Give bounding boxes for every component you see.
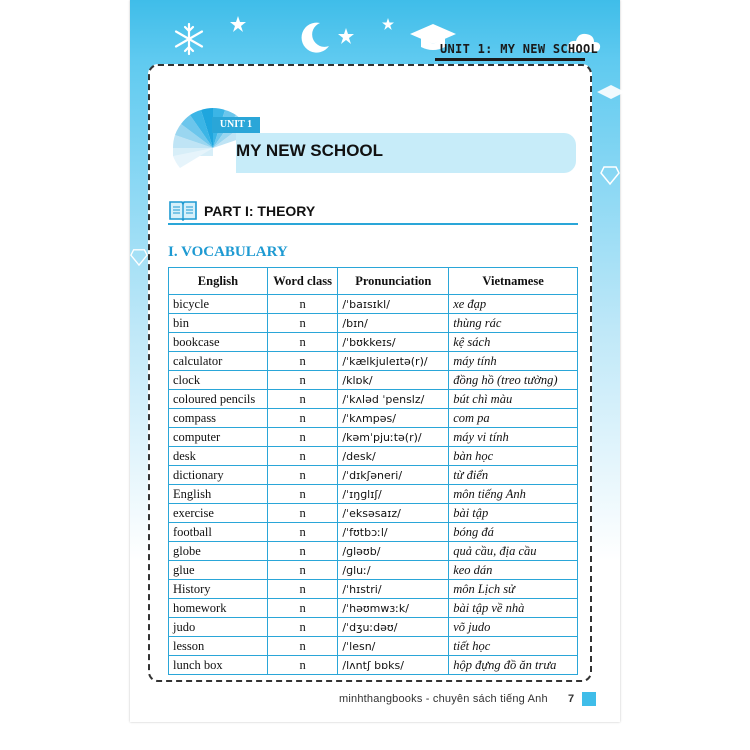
cell-word-class: n — [267, 409, 338, 428]
header-underline — [435, 58, 585, 61]
part-divider — [168, 223, 578, 225]
cell-vietnamese: máy tính — [449, 352, 578, 371]
cell-pronunciation: /ˈeksəsaɪz/ — [338, 504, 449, 523]
cell-vietnamese: com pa — [449, 409, 578, 428]
table-row — [169, 428, 578, 447]
cell-word-class: n — [267, 352, 338, 371]
cell-english: bookcase — [169, 333, 268, 352]
diamond-icon — [130, 248, 148, 266]
cell-word-class: n — [267, 580, 338, 599]
graduation-cap-icon — [596, 84, 626, 106]
table-row — [169, 295, 578, 314]
cell-vietnamese: kệ sách — [449, 333, 578, 352]
cell-pronunciation: /ˈdʒuːdəʊ/ — [338, 618, 449, 637]
cell-pronunciation: /kəmˈpjuːtə(r)/ — [338, 428, 449, 447]
table-row — [169, 390, 578, 409]
section-title: I. VOCABULARY — [168, 244, 288, 260]
moon-icon — [298, 20, 332, 54]
table-row — [169, 637, 578, 656]
cell-word-class: n — [267, 542, 338, 561]
table-row — [169, 371, 578, 390]
cell-word-class: n — [267, 561, 338, 580]
cell-english: bicycle — [169, 295, 268, 314]
table-body — [169, 295, 578, 675]
cell-word-class: n — [267, 656, 338, 675]
column-header-pronunciation: Pronunciation — [338, 268, 449, 295]
cell-word-class: n — [267, 314, 338, 333]
cell-english: compass — [169, 409, 268, 428]
column-header-vietnamese: Vietnamese — [449, 268, 578, 295]
cell-vietnamese: võ judo — [449, 618, 578, 637]
cell-vietnamese: đồng hồ (treo tường) — [449, 371, 578, 390]
cell-word-class: n — [267, 618, 338, 637]
cell-word-class: n — [267, 523, 338, 542]
table-row — [169, 447, 578, 466]
table-row — [169, 314, 578, 333]
diamond-icon — [600, 165, 620, 185]
cell-word-class: n — [267, 371, 338, 390]
table-row — [169, 542, 578, 561]
cell-english: coloured pencils — [169, 390, 268, 409]
page-number-marker — [582, 692, 596, 706]
cell-english: exercise — [169, 504, 268, 523]
table-row — [169, 656, 578, 675]
snowflake-icon — [172, 22, 206, 56]
cell-vietnamese: quả cầu, địa cầu — [449, 542, 578, 561]
table-row — [169, 523, 578, 542]
vocabulary-table — [168, 267, 578, 675]
cell-vietnamese: bút chì màu — [449, 390, 578, 409]
cell-english: bin — [169, 314, 268, 333]
cell-word-class: n — [267, 637, 338, 656]
cell-english: History — [169, 580, 268, 599]
cell-word-class: n — [267, 447, 338, 466]
cell-word-class: n — [267, 466, 338, 485]
cell-pronunciation: /ˈkʌmpəs/ — [338, 409, 449, 428]
cell-english: dictionary — [169, 466, 268, 485]
cell-pronunciation: /ˈdɪkʃəneri/ — [338, 466, 449, 485]
column-header-word-class: Word class — [267, 268, 338, 295]
cell-english: desk — [169, 447, 268, 466]
cell-pronunciation: /klɒk/ — [338, 371, 449, 390]
cell-english: judo — [169, 618, 268, 637]
table-row — [169, 504, 578, 523]
cell-pronunciation: /ˈbʊkkeɪs/ — [338, 333, 449, 352]
unit-tag: UNIT 1 — [212, 117, 260, 133]
cell-english: globe — [169, 542, 268, 561]
cell-word-class: n — [267, 333, 338, 352]
cell-pronunciation: /ɡləʊb/ — [338, 542, 449, 561]
cell-vietnamese: bóng đá — [449, 523, 578, 542]
cell-word-class: n — [267, 599, 338, 618]
table-row — [169, 618, 578, 637]
header-title: UNIT 1: MY NEW SCHOOL — [440, 42, 599, 56]
cell-vietnamese: môn tiếng Anh — [449, 485, 578, 504]
cell-pronunciation: /bɪn/ — [338, 314, 449, 333]
table-row — [169, 599, 578, 618]
cell-pronunciation: /ˈfʊtbɔːl/ — [338, 523, 449, 542]
star-icon — [338, 28, 354, 44]
cell-vietnamese: từ điển — [449, 466, 578, 485]
cell-pronunciation: /ˈhɪstri/ — [338, 580, 449, 599]
cell-pronunciation: /ˈlesn/ — [338, 637, 449, 656]
cell-english: calculator — [169, 352, 268, 371]
star-icon — [382, 18, 394, 30]
column-header-english: English — [169, 268, 268, 295]
table-row — [169, 352, 578, 371]
unit-title: MY NEW SCHOOL — [236, 141, 384, 160]
cell-vietnamese: tiết học — [449, 637, 578, 656]
cell-english: glue — [169, 561, 268, 580]
table-row — [169, 485, 578, 504]
cell-word-class: n — [267, 295, 338, 314]
table-row — [169, 466, 578, 485]
star-icon — [230, 16, 246, 32]
footer-text: minhthangbooks - chuyên sách tiếng Anh — [339, 693, 548, 705]
table-header-row — [169, 268, 578, 295]
cell-pronunciation: /ˈbaɪsɪkl/ — [338, 295, 449, 314]
cell-vietnamese: bài tập về nhà — [449, 599, 578, 618]
cell-word-class: n — [267, 485, 338, 504]
cell-english: clock — [169, 371, 268, 390]
cell-english: English — [169, 485, 268, 504]
cell-pronunciation: /ɡluː/ — [338, 561, 449, 580]
cell-pronunciation: /lʌntʃ bɒks/ — [338, 656, 449, 675]
cell-word-class: n — [267, 390, 338, 409]
table-row — [169, 580, 578, 599]
cell-english: football — [169, 523, 268, 542]
cell-english: computer — [169, 428, 268, 447]
cell-pronunciation: /ˈɪŋɡlɪʃ/ — [338, 485, 449, 504]
cell-pronunciation: /ˈhəʊmwɜːk/ — [338, 599, 449, 618]
cell-vietnamese: máy vi tính — [449, 428, 578, 447]
cell-pronunciation: /desk/ — [338, 447, 449, 466]
part-title: PART I: THEORY — [204, 203, 316, 219]
table-row — [169, 561, 578, 580]
cell-pronunciation: /ˈkælkjuleɪtə(r)/ — [338, 352, 449, 371]
cell-vietnamese: hộp đựng đồ ăn trưa — [449, 656, 578, 675]
table-row — [169, 333, 578, 352]
cell-vietnamese: bài tập — [449, 504, 578, 523]
cell-vietnamese: xe đạp — [449, 295, 578, 314]
table-row — [169, 409, 578, 428]
cell-vietnamese: bàn học — [449, 447, 578, 466]
open-book-icon — [168, 198, 198, 222]
cell-english: lunch box — [169, 656, 268, 675]
cell-vietnamese: keo dán — [449, 561, 578, 580]
cell-vietnamese: môn Lịch sử — [449, 580, 578, 599]
cell-word-class: n — [267, 428, 338, 447]
page-number: 7 — [568, 693, 575, 705]
cell-english: homework — [169, 599, 268, 618]
cell-vietnamese: thùng rác — [449, 314, 578, 333]
cell-word-class: n — [267, 504, 338, 523]
cell-english: lesson — [169, 637, 268, 656]
cell-pronunciation: /ˈkʌləd ˈpenslz/ — [338, 390, 449, 409]
